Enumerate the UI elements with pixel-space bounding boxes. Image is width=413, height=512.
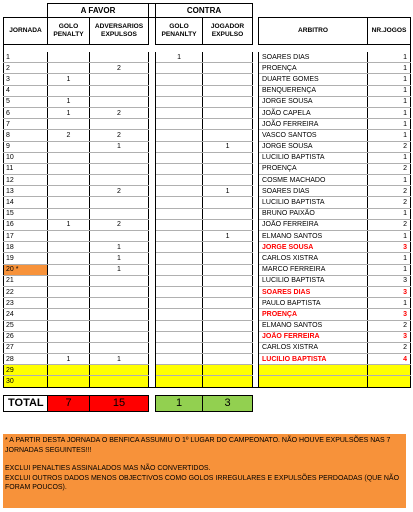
jornada-cell: 21 (4, 275, 48, 286)
golo-penanlty-cell (156, 320, 203, 331)
jogador-expulso-cell (203, 253, 253, 264)
jogador-expulso-cell (203, 365, 253, 376)
golo-penalty-cell (48, 186, 90, 197)
jogador-expulso-cell (203, 74, 253, 85)
jornada-cell: 29 (4, 365, 48, 376)
golo-penanlty-cell: 1 (156, 52, 203, 63)
jogador-expulso-cell (203, 309, 253, 320)
golo-penalty-cell: 1 (48, 219, 90, 230)
adversarios-expulsos-cell (90, 298, 149, 309)
arbitro-cell: CARLOS XISTRA (259, 342, 368, 353)
golo-penanlty-cell (156, 331, 203, 342)
jornada-cell: 3 (4, 74, 48, 85)
jogador-expulso-cell (203, 152, 253, 163)
table-row (4, 219, 411, 230)
adversarios-expulsos-cell: 1 (90, 242, 149, 253)
jornada-cell: 16 (4, 219, 48, 230)
jornada-cell: 6 (4, 107, 48, 118)
spacer-cell (149, 242, 156, 253)
spacer-cell (149, 331, 156, 342)
adversarios-expulsos-cell (90, 175, 149, 186)
jogador-expulso-cell (203, 331, 253, 342)
table-row (4, 376, 411, 387)
golo-penalty-cell (48, 242, 90, 253)
table-row (4, 264, 411, 275)
golo-penalty-cell (48, 342, 90, 353)
golo-penalty-cell (48, 264, 90, 275)
adversarios-expulsos-cell: 2 (90, 63, 149, 74)
adversarios-expulsos-cell (90, 197, 149, 208)
table-row (4, 242, 411, 253)
note-exclude-other: EXCLUI OUTROS DADOS MENOS OBJECTIVOS COMO GOLOS IRREGULARES E EXPULSÕES PERDOADAS (QUE NÃO FORAM POUCOS). (5, 474, 400, 491)
arbitro-cell (259, 376, 368, 387)
jogador-expulso-cell (203, 163, 253, 174)
golo-penanlty-cell (156, 85, 203, 96)
arbitro-cell: CARLOS XISTRA (259, 253, 368, 264)
jornada-cell: 8 (4, 130, 48, 141)
adversarios-expulsos-cell: 2 (90, 130, 149, 141)
nr-jogos-cell: 1 (368, 208, 411, 219)
nr-jogos-cell: 2 (368, 320, 411, 331)
note-exclude-penalties: EXCLUI PENALTIES ASSINALADOS MAS NÃO CONVERTIDOS. (5, 465, 211, 472)
golo-penanlty-cell (156, 253, 203, 264)
nr-jogos-cell: 1 (368, 63, 411, 74)
table-row (4, 253, 411, 264)
golo-penanlty-cell (156, 163, 203, 174)
golo-penalty-cell (48, 231, 90, 242)
jornada-cell: 15 (4, 208, 48, 219)
nr-jogos-cell: 1 (368, 253, 411, 264)
table-row (4, 96, 411, 107)
nr-jogos-cell: 2 (368, 197, 411, 208)
table-row (4, 320, 411, 331)
nr-jogos-cell: 3 (368, 309, 411, 320)
nr-jogos-cell: 1 (368, 152, 411, 163)
jornada-cell: 2 (4, 63, 48, 74)
table-row (4, 63, 411, 74)
spacer-cell (149, 52, 156, 63)
table-row (4, 163, 411, 174)
adversarios-expulsos-cell: 1 (90, 264, 149, 275)
golo-penalty-cell (48, 376, 90, 387)
jogador-expulso-cell (203, 96, 253, 107)
nr-jogos-cell: 2 (368, 163, 411, 174)
jornada-cell: 27 (4, 342, 48, 353)
spacer-cell (149, 163, 156, 174)
table-row (4, 186, 411, 197)
nr-jogos-cell: 1 (368, 74, 411, 85)
golo-penalty-cell (48, 331, 90, 342)
nr-jogos-cell: 3 (368, 331, 411, 342)
spacer-cell (149, 119, 156, 130)
jornada-cell: 10 (4, 152, 48, 163)
table-row (4, 141, 411, 152)
jogador-expulso-cell (203, 320, 253, 331)
table-row (4, 175, 411, 186)
nr-jogos-cell: 1 (368, 264, 411, 275)
nr-jogos-header: NR.JOGOS (368, 18, 411, 45)
golo-penalty-header: GOLO PENALTY (48, 18, 90, 45)
nr-jogos-cell: 1 (368, 52, 411, 63)
jornada-cell: 24 (4, 309, 48, 320)
jogador-expulso-cell (203, 197, 253, 208)
nr-jogos-cell: 3 (368, 275, 411, 286)
jornada-cell: 7 (4, 119, 48, 130)
spacer-cell (149, 208, 156, 219)
table-row (4, 107, 411, 118)
golo-penalty-cell (48, 298, 90, 309)
adversarios-expulsos-cell: 1 (90, 354, 149, 365)
nr-jogos-cell: 2 (368, 219, 411, 230)
adversarios-expulsos-cell: 2 (90, 186, 149, 197)
jogador-expulso-cell (203, 63, 253, 74)
golo-penanlty-cell (156, 365, 203, 376)
total-label: TOTAL (4, 395, 48, 411)
total-golo-penalty: 7 (48, 395, 90, 411)
table-row (4, 286, 411, 297)
arbitro-cell: JORGE SOUSA (259, 242, 368, 253)
jornada-cell: 20 * (4, 264, 48, 275)
spacer-cell (149, 197, 156, 208)
arbitro-cell: ELMANO SANTOS (259, 320, 368, 331)
spacer-cell (149, 354, 156, 365)
golo-penanlty-cell (156, 286, 203, 297)
spacer-cell (149, 286, 156, 297)
jogador-expulso-cell (203, 286, 253, 297)
arbitro-cell: SOARES DIAS (259, 186, 368, 197)
golo-penalty-cell (48, 163, 90, 174)
golo-penanlty-cell (156, 219, 203, 230)
column-header-row (4, 18, 411, 45)
golo-penalty-cell: 1 (48, 354, 90, 365)
spacer-cell (368, 395, 411, 411)
arbitro-cell: JORGE SOUSA (259, 141, 368, 152)
table-row (4, 74, 411, 85)
golo-penanlty-cell (156, 96, 203, 107)
spacer-cell (149, 152, 156, 163)
table-row (4, 365, 411, 376)
adversarios-expulsos-cell (90, 96, 149, 107)
golo-penalty-cell (48, 141, 90, 152)
nr-jogos-cell: 1 (368, 119, 411, 130)
golo-penanlty-cell (156, 242, 203, 253)
table-row (4, 298, 411, 309)
jogador-expulso-cell (203, 376, 253, 387)
nr-jogos-cell: 4 (368, 354, 411, 365)
table-row (4, 331, 411, 342)
arbitro-cell: ELMANO SANTOS (259, 231, 368, 242)
table-row (4, 197, 411, 208)
jogador-expulso-cell (203, 208, 253, 219)
table-row (4, 208, 411, 219)
adversarios-expulsos-cell (90, 342, 149, 353)
jogador-expulso-cell (203, 342, 253, 353)
golo-penalty-cell (48, 253, 90, 264)
table-row (4, 52, 411, 63)
arbitro-cell: DUARTE GOMES (259, 74, 368, 85)
jogador-expulso-cell: 1 (203, 141, 253, 152)
golo-penalty-cell (48, 320, 90, 331)
spacer-cell (259, 395, 368, 411)
spacer-cell (149, 275, 156, 286)
adversarios-expulsos-cell: 1 (90, 141, 149, 152)
golo-penanlty-cell (156, 63, 203, 74)
adversarios-expulsos-cell: 1 (90, 253, 149, 264)
spacer-cell (149, 231, 156, 242)
jogador-expulso-cell (203, 175, 253, 186)
jogador-expulso-cell (203, 264, 253, 275)
spacer-cell (149, 264, 156, 275)
spacer-cell (149, 85, 156, 96)
jornada-cell: 12 (4, 175, 48, 186)
adversarios-expulsos-cell (90, 365, 149, 376)
table-row (4, 119, 411, 130)
referee-table (3, 3, 411, 412)
adversarios-expulsos-cell (90, 309, 149, 320)
golo-penanlty-cell (156, 130, 203, 141)
adversarios-expulsos-header: ADVERSARIOS EXPULSOS (90, 18, 149, 45)
golo-penalty-cell (48, 275, 90, 286)
golo-penalty-cell (48, 365, 90, 376)
jornada-cell: 25 (4, 320, 48, 331)
spacer-cell (149, 342, 156, 353)
golo-penanlty-cell (156, 354, 203, 365)
arbitro-cell: VASCO SANTOS (259, 130, 368, 141)
adversarios-expulsos-cell (90, 85, 149, 96)
golo-penalty-cell: 2 (48, 130, 90, 141)
adversarios-expulsos-cell (90, 320, 149, 331)
golo-penanlty-cell (156, 152, 203, 163)
nr-jogos-cell (368, 365, 411, 376)
jornada-cell: 1 (4, 52, 48, 63)
arbitro-cell: LUCILIO BAPTISTA (259, 275, 368, 286)
spacer-cell (149, 175, 156, 186)
golo-penanlty-cell (156, 197, 203, 208)
adversarios-expulsos-cell: 2 (90, 219, 149, 230)
jogador-expulso-cell (203, 275, 253, 286)
golo-penanlty-header: GOLO PENANLTY (156, 18, 203, 45)
golo-penalty-cell (48, 309, 90, 320)
arbitro-header: ARBITRO (259, 18, 368, 45)
jogador-expulso-cell: 1 (203, 186, 253, 197)
adversarios-expulsos-cell (90, 119, 149, 130)
spacer-cell (149, 96, 156, 107)
spacer-cell (149, 320, 156, 331)
golo-penanlty-cell (156, 107, 203, 118)
golo-penanlty-cell (156, 175, 203, 186)
jogador-expulso-cell (203, 130, 253, 141)
table-row (4, 130, 411, 141)
contra-header: CONTRA (156, 4, 253, 18)
jogador-expulso-cell (203, 119, 253, 130)
notes-box (3, 434, 406, 508)
golo-penalty-cell (48, 208, 90, 219)
golo-penalty-cell (48, 197, 90, 208)
jogador-expulso-cell: 1 (203, 231, 253, 242)
jornada-cell: 14 (4, 197, 48, 208)
stats-sheet (3, 3, 411, 412)
golo-penalty-cell (48, 119, 90, 130)
jogador-expulso-cell (203, 85, 253, 96)
adversarios-expulsos-cell (90, 376, 149, 387)
golo-penalty-cell (48, 286, 90, 297)
spacer-cell (149, 365, 156, 376)
jornada-cell: 17 (4, 231, 48, 242)
jornada-cell: 22 (4, 286, 48, 297)
jogador-expulso-header: JOGADOR EXPULSO (203, 18, 253, 45)
arbitro-cell: MARCO FERREIRA (259, 264, 368, 275)
table-row (4, 275, 411, 286)
jogador-expulso-cell (203, 298, 253, 309)
spacer-cell (149, 186, 156, 197)
nr-jogos-cell: 2 (368, 186, 411, 197)
golo-penanlty-cell (156, 141, 203, 152)
arbitro-cell: LUCILIO BAPTISTA (259, 152, 368, 163)
golo-penanlty-cell (156, 119, 203, 130)
nr-jogos-cell: 2 (368, 342, 411, 353)
adversarios-expulsos-cell (90, 152, 149, 163)
golo-penalty-cell (48, 85, 90, 96)
arbitro-cell: BRUNO PAIXÃO (259, 208, 368, 219)
golo-penanlty-cell (156, 264, 203, 275)
golo-penalty-cell (48, 63, 90, 74)
spacer-cell (149, 107, 156, 118)
nr-jogos-cell (368, 376, 411, 387)
arbitro-cell: JORGE SOUSA (259, 96, 368, 107)
nr-jogos-cell: 3 (368, 242, 411, 253)
total-golo-penanlty: 1 (156, 395, 203, 411)
adversarios-expulsos-cell (90, 208, 149, 219)
arbitro-cell: JOÃO FERREIRA (259, 119, 368, 130)
adversarios-expulsos-cell (90, 286, 149, 297)
spacer-cell (149, 219, 156, 230)
nr-jogos-cell: 1 (368, 175, 411, 186)
adversarios-expulsos-cell (90, 163, 149, 174)
golo-penanlty-cell (156, 74, 203, 85)
golo-penanlty-cell (156, 298, 203, 309)
jogador-expulso-cell (203, 107, 253, 118)
jogador-expulso-cell (203, 242, 253, 253)
nr-jogos-cell: 1 (368, 130, 411, 141)
jogador-expulso-cell (203, 219, 253, 230)
table-row (4, 231, 411, 242)
jogador-expulso-cell (203, 52, 253, 63)
spacer-cell (149, 141, 156, 152)
nr-jogos-cell: 1 (368, 298, 411, 309)
jornada-cell: 9 (4, 141, 48, 152)
spacer-cell (149, 130, 156, 141)
golo-penalty-cell: 1 (48, 96, 90, 107)
arbitro-cell: BENQUERENÇA (259, 85, 368, 96)
arbitro-cell: JOÃO FERREIRA (259, 331, 368, 342)
arbitro-cell: JOÃO CAPELA (259, 107, 368, 118)
arbitro-cell: PROENÇA (259, 163, 368, 174)
spacer-cell (149, 376, 156, 387)
golo-penalty-cell: 1 (48, 74, 90, 85)
a-favor-header: A FAVOR (48, 4, 149, 18)
golo-penanlty-cell (156, 231, 203, 242)
spacer-cell (149, 253, 156, 264)
jornada-cell: 18 (4, 242, 48, 253)
jornada-cell: 19 (4, 253, 48, 264)
nr-jogos-cell: 1 (368, 96, 411, 107)
jornada-cell: 11 (4, 163, 48, 174)
arbitro-cell: PROENÇA (259, 309, 368, 320)
jornada-cell: 28 (4, 354, 48, 365)
total-adversarios-expulsos: 15 (90, 395, 149, 411)
arbitro-cell: COSME MACHADO (259, 175, 368, 186)
golo-penanlty-cell (156, 186, 203, 197)
table-row (4, 342, 411, 353)
table-row (4, 354, 411, 365)
golo-penalty-cell (48, 52, 90, 63)
golo-penanlty-cell (156, 208, 203, 219)
jornada-cell: 30 (4, 376, 48, 387)
table-row (4, 152, 411, 163)
golo-penanlty-cell (156, 376, 203, 387)
golo-penanlty-cell (156, 309, 203, 320)
golo-penanlty-cell (156, 275, 203, 286)
jornada-cell: 23 (4, 298, 48, 309)
arbitro-cell: LUCILIO BAPTISTA (259, 354, 368, 365)
adversarios-expulsos-cell: 2 (90, 107, 149, 118)
spacer-cell (149, 309, 156, 320)
jornada-cell: 4 (4, 85, 48, 96)
arbitro-cell (259, 365, 368, 376)
jornada-cell: 5 (4, 96, 48, 107)
total-jogador-expulso: 3 (203, 395, 253, 411)
adversarios-expulsos-cell (90, 275, 149, 286)
golo-penalty-cell (48, 152, 90, 163)
adversarios-expulsos-cell (90, 52, 149, 63)
golo-penalty-cell (48, 175, 90, 186)
adversarios-expulsos-cell (90, 74, 149, 85)
arbitro-cell: SOARES DIAS (259, 52, 368, 63)
spacer-cell (149, 63, 156, 74)
table-row (4, 309, 411, 320)
total-row (4, 395, 411, 411)
jornada-cell: 26 (4, 331, 48, 342)
group-header-row (4, 4, 411, 18)
arbitro-cell: SOARES DIAS (259, 286, 368, 297)
spacer-cell (149, 298, 156, 309)
arbitro-cell: JOÃO FERREIRA (259, 219, 368, 230)
adversarios-expulsos-cell (90, 331, 149, 342)
spacer-cell (149, 395, 156, 411)
jornada-cell: 13 (4, 186, 48, 197)
arbitro-cell: LUCILIO BAPTISTA (259, 197, 368, 208)
golo-penalty-cell: 1 (48, 107, 90, 118)
spacer-cell (149, 74, 156, 85)
adversarios-expulsos-cell (90, 231, 149, 242)
nr-jogos-cell: 3 (368, 286, 411, 297)
golo-penanlty-cell (156, 342, 203, 353)
nr-jogos-cell: 1 (368, 231, 411, 242)
jornada-header: JORNADA (4, 18, 48, 45)
nr-jogos-cell: 1 (368, 85, 411, 96)
note-benfica-lead: * A PARTIR DESTA JORNADA O BENFICA ASSUMIU O 1º LUGAR DO CAMPEONATO. NÃO HOUVE EXPULSÕES NAS 7 JORNADAS SEGUINTES!!! (5, 437, 391, 454)
nr-jogos-cell: 2 (368, 141, 411, 152)
jogador-expulso-cell (203, 354, 253, 365)
arbitro-cell: PROENÇA (259, 63, 368, 74)
nr-jogos-cell: 1 (368, 107, 411, 118)
arbitro-cell: PAULO BAPTISTA (259, 298, 368, 309)
table-row (4, 85, 411, 96)
